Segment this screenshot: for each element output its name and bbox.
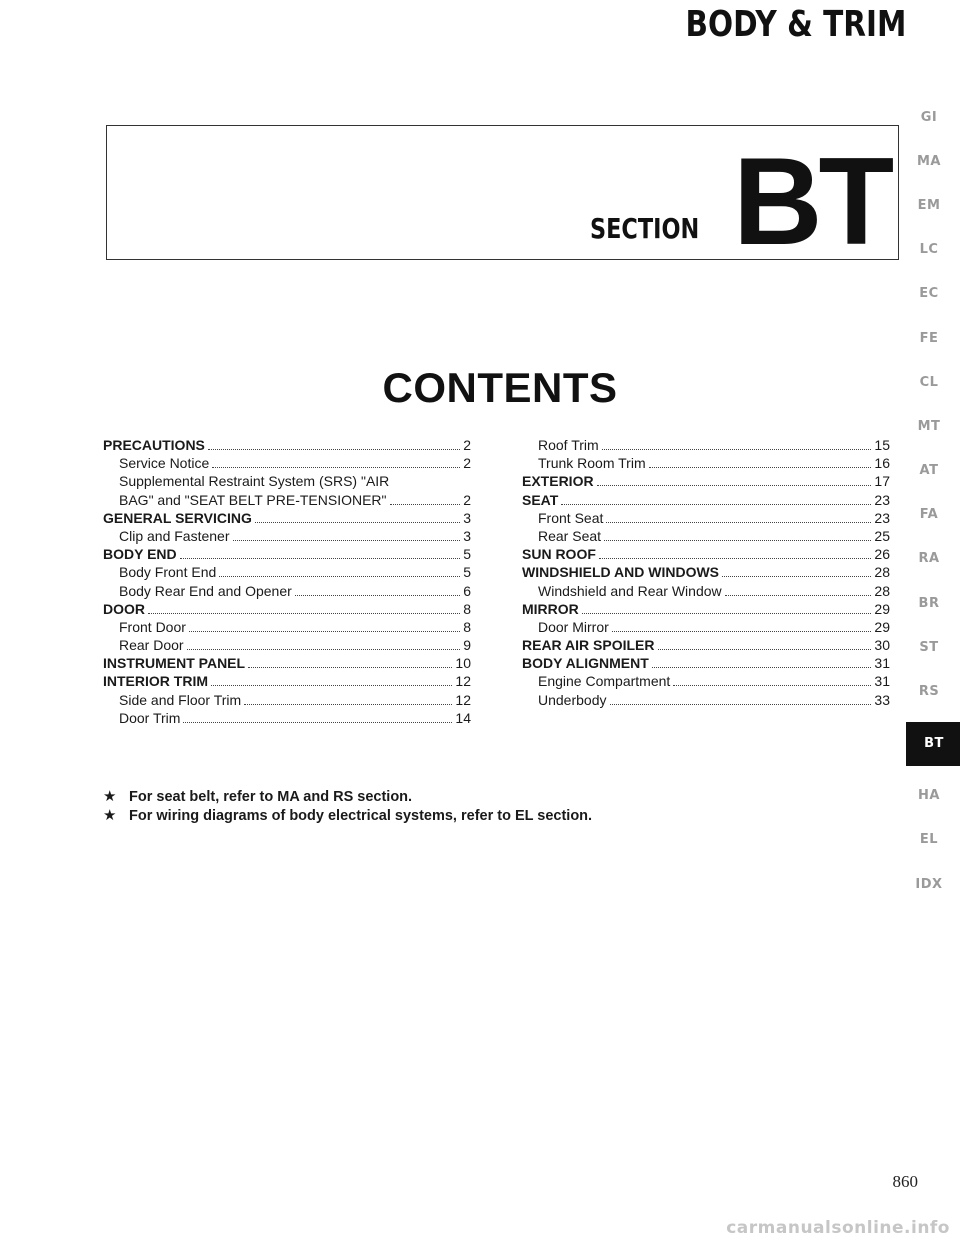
contents-heading: CONTENTS — [382, 364, 618, 411]
toc-entry-page: 23 — [874, 509, 890, 526]
toc-entry[interactable] — [522, 509, 890, 527]
toc-dot-leader — [602, 439, 872, 450]
toc-dot-leader — [208, 439, 460, 450]
section-tab-mt[interactable]: MT — [917, 418, 941, 434]
toc-dot-leader — [183, 712, 452, 723]
toc-dot-leader — [219, 566, 460, 577]
toc-dot-leader — [295, 585, 460, 596]
toc-entry[interactable] — [522, 691, 890, 709]
toc-dot-leader — [604, 530, 871, 541]
toc-dot-leader — [652, 657, 872, 668]
toc-entry-label: INTERIOR TRIM — [103, 673, 208, 690]
toc-entry[interactable] — [103, 436, 471, 454]
toc-entry-page: 28 — [874, 582, 890, 599]
section-tab-lc[interactable]: LC — [919, 242, 939, 258]
toc-entry-label: Roof Trim — [538, 437, 599, 453]
toc-dot-leader — [649, 457, 872, 468]
toc-entry-label: MIRROR — [522, 600, 579, 617]
toc-entry-page: 31 — [874, 655, 890, 672]
toc-dot-leader — [233, 530, 461, 541]
notes-block — [103, 787, 592, 825]
section-tab-st[interactable]: ST — [919, 639, 939, 655]
section-tab-rs[interactable]: RS — [918, 684, 940, 700]
toc-dot-leader — [610, 694, 872, 705]
watermark: carmanualsonline.info — [726, 1218, 950, 1238]
section-tab-index — [898, 95, 960, 906]
toc-entry[interactable] — [103, 709, 471, 727]
section-tab-ra[interactable]: RA — [918, 551, 940, 567]
toc-entry-page: 25 — [874, 527, 890, 544]
toc-entry-label: Front Door — [119, 618, 186, 635]
toc-entry-label: Supplemental Restraint System (SRS) "AIR — [119, 473, 390, 490]
toc-entry-label: Rear Door — [119, 637, 184, 654]
toc-dot-leader — [148, 603, 460, 614]
toc-entry[interactable] — [522, 545, 890, 563]
toc-entry[interactable] — [522, 654, 890, 672]
toc-dot-leader — [189, 621, 460, 632]
toc-dot-leader — [187, 639, 461, 650]
star-icon: ★ — [103, 788, 117, 805]
toc-entry-label: BODY ALIGNMENT — [522, 655, 649, 672]
toc-entry-label: SEAT — [522, 491, 559, 508]
toc-entry[interactable] — [522, 454, 890, 472]
toc-entry-label: Engine Compartment — [538, 673, 671, 690]
toc-entry-page: 16 — [874, 455, 890, 472]
toc-entry-page: 23 — [874, 491, 890, 508]
section-tab-fe[interactable]: FE — [919, 330, 939, 346]
toc-entry-page: 8 — [463, 618, 471, 635]
toc-entry-page: 2 — [463, 491, 471, 508]
toc-entry-label: BAG" and "SEAT BELT PRE-TENSIONER" — [119, 491, 387, 508]
toc-entry[interactable] — [522, 618, 890, 636]
toc-entry-page: 8 — [463, 600, 471, 617]
toc-entry-label: INSTRUMENT PANEL — [103, 655, 246, 672]
toc-entry[interactable] — [522, 527, 890, 545]
section-code: BT — [733, 133, 891, 271]
toc-dot-leader — [244, 694, 452, 705]
toc-entry-page: 12 — [455, 691, 471, 708]
toc-entry-page: 29 — [874, 600, 890, 617]
toc-entry-page: 12 — [455, 673, 471, 690]
toc-entry-label: DOOR — [103, 600, 145, 617]
toc-entry[interactable] — [103, 491, 471, 509]
toc-dot-leader — [212, 457, 460, 468]
toc-entry-page: 14 — [455, 709, 471, 726]
toc-entry-page: 28 — [874, 564, 890, 581]
document-title: BODY & TRIM — [685, 4, 906, 45]
note-text: For wiring diagrams of body electrical systems, refer to EL section. — [129, 808, 593, 824]
toc-entry-label: Door Mirror — [538, 618, 609, 635]
toc-dot-leader — [658, 639, 872, 650]
star-icon: ★ — [103, 807, 117, 824]
toc-entry[interactable] — [103, 618, 471, 636]
toc-entry-page: 5 — [463, 546, 471, 563]
section-label: SECTION — [590, 212, 700, 245]
toc-entry-label: Trunk Room Trim — [538, 455, 646, 472]
toc-entry-page: 10 — [455, 655, 471, 672]
note-text: For seat belt, refer to MA and RS section. — [129, 789, 413, 805]
toc-entry[interactable] — [522, 600, 890, 618]
toc-entry-label: Windshield and Rear Window — [538, 582, 722, 599]
toc-dot-leader — [722, 566, 871, 577]
toc-dot-leader — [180, 548, 461, 559]
section-tab-em[interactable]: EM — [917, 197, 941, 213]
toc-entry-label: Service Notice — [119, 455, 210, 472]
section-tab-gi[interactable]: GI — [920, 109, 938, 125]
toc-dot-leader — [561, 494, 871, 505]
toc-entry-label: Rear Seat — [538, 527, 602, 544]
toc-entry-label: SUN ROOF — [522, 546, 596, 563]
toc-entry[interactable] — [103, 691, 471, 709]
toc-entry[interactable] — [103, 509, 471, 527]
toc-entry[interactable] — [103, 527, 471, 545]
toc-entry-label: Clip and Fastener — [119, 527, 230, 544]
section-tab-idx[interactable]: IDX — [915, 876, 943, 892]
section-tab-ha[interactable]: HA — [918, 788, 940, 804]
toc-entry[interactable] — [103, 636, 471, 654]
toc-entry-page: 26 — [874, 546, 890, 563]
toc-entry-page: 17 — [874, 473, 890, 490]
toc-entry-page: 15 — [874, 437, 890, 453]
toc-entry[interactable] — [522, 582, 890, 600]
section-tab-cl[interactable]: CL — [919, 374, 939, 390]
note-line — [103, 806, 592, 825]
toc-entry-label: Door Trim — [119, 709, 181, 726]
section-tab-el[interactable]: EL — [919, 832, 939, 848]
toc-entry[interactable] — [103, 582, 471, 600]
toc-entry-label: EXTERIOR — [522, 473, 594, 490]
toc-entry-page: 3 — [463, 509, 471, 526]
toc-entry-page: 3 — [463, 527, 471, 544]
toc-entry[interactable] — [522, 672, 890, 690]
toc-entry-page: 6 — [463, 582, 471, 599]
toc-dot-leader — [725, 585, 872, 596]
toc-entry[interactable] — [522, 436, 890, 454]
toc-entry-page: 2 — [463, 437, 471, 453]
toc-entry-page: 30 — [874, 637, 890, 654]
section-tab-bt[interactable]: BT — [906, 722, 960, 766]
toc-entry-label: REAR AIR SPOILER — [522, 637, 655, 654]
toc-dot-leader — [599, 548, 872, 559]
toc-entry-label: Body Rear End and Opener — [119, 582, 292, 599]
toc-entry[interactable] — [103, 545, 471, 563]
toc-entry[interactable] — [522, 563, 890, 581]
section-tab-fa[interactable]: FA — [919, 507, 939, 523]
toc-dot-leader — [606, 512, 871, 523]
toc-entry[interactable] — [103, 472, 471, 490]
section-tab-br[interactable]: BR — [918, 595, 940, 611]
toc-entry[interactable] — [103, 654, 471, 672]
note-line — [103, 787, 592, 806]
toc-entry-page: 33 — [874, 691, 890, 708]
toc-entry[interactable] — [522, 472, 890, 490]
toc-entry-label: Underbody — [538, 691, 607, 708]
toc-entry-label: GENERAL SERVICING — [103, 509, 252, 526]
toc-entry-label: BODY END — [103, 546, 177, 563]
toc-entry[interactable] — [522, 636, 890, 654]
toc-entry-page: 5 — [463, 564, 471, 581]
toc-dot-leader — [390, 494, 461, 505]
toc-entry[interactable] — [103, 672, 471, 690]
toc-entry-page: 2 — [463, 455, 471, 472]
toc-dot-leader — [255, 512, 460, 523]
toc-entry[interactable] — [103, 563, 471, 581]
toc-dot-leader — [211, 675, 452, 686]
toc-entry[interactable] — [103, 600, 471, 618]
toc-entry[interactable] — [103, 454, 471, 472]
toc-column-left — [103, 436, 471, 727]
toc-entry-page: 9 — [463, 637, 471, 654]
toc-entry-label: Front Seat — [538, 509, 604, 526]
section-tab-ma[interactable]: MA — [917, 153, 941, 169]
toc-entry-page: 29 — [874, 618, 890, 635]
toc-entry-page: 31 — [874, 673, 890, 690]
toc-dot-leader — [597, 475, 872, 486]
toc-entry-label: PRECAUTIONS — [103, 437, 205, 453]
toc-entry-label: WINDSHIELD AND WINDOWS — [522, 564, 720, 581]
toc-dot-leader — [673, 675, 871, 686]
toc-entry-label: Side and Floor Trim — [119, 691, 242, 708]
toc-dot-leader — [248, 657, 452, 668]
section-tab-at[interactable]: AT — [919, 463, 939, 479]
toc-dot-leader — [612, 621, 872, 632]
toc-entry[interactable] — [522, 491, 890, 509]
section-tab-ec[interactable]: EC — [919, 286, 939, 302]
page-number: 860 — [892, 1172, 918, 1191]
toc-dot-leader — [582, 603, 872, 614]
toc-entry-label: Body Front End — [119, 564, 217, 581]
toc-column-right — [522, 436, 890, 709]
